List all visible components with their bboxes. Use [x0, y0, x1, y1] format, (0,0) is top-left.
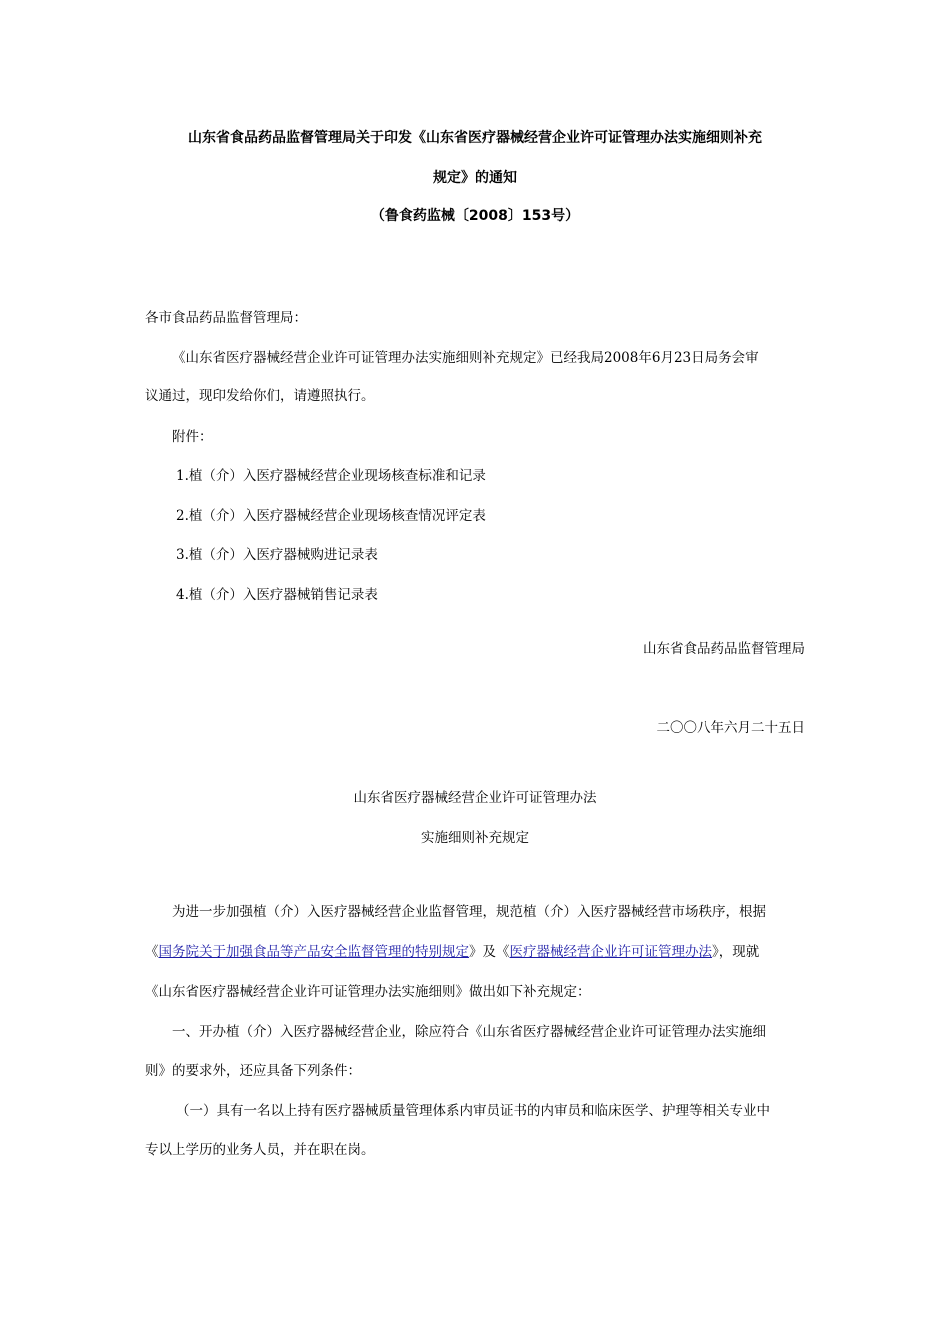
regulation-intro-line-1: 为进一步加强植（介）入医疗器械经营企业监督管理，规范植（介）入医疗器械经营市场秩序，根据	[172, 904, 766, 920]
document-number: （鲁食药监械〔2008〕153号）	[370, 208, 580, 224]
issuer: 山东省食品药品监督管理局	[643, 641, 805, 657]
regulation-intro-line-2	[145, 942, 759, 962]
attachments-label: 附件：	[172, 429, 213, 445]
quote-join: 》及《	[469, 944, 510, 960]
attachment-item: 4.植（介）入医疗器械销售记录表	[176, 587, 378, 603]
quote-open: 《	[145, 944, 159, 960]
issue-date: 二〇〇八年六月二十五日	[656, 720, 805, 736]
article-1-line-1: 一、开办植（介）入医疗器械经营企业，除应符合《山东省医疗器械经营企业许可证管理办法实施细	[172, 1024, 766, 1040]
article-1-line-2: 则》的要求外，还应具备下列条件：	[145, 1063, 361, 1079]
regulation-intro-line-3: 《山东省医疗器械经营企业许可证管理办法实施细则》做出如下补充规定：	[145, 984, 591, 1000]
regulation-title-line-2: 实施细则补充规定	[421, 830, 529, 846]
notice-title-line-1: 山东省食品药品监督管理局关于印发《山东省医疗器械经营企业许可证管理办法实施细则补充	[188, 130, 762, 146]
notice-body-line-1: 《山东省医疗器械经营企业许可证管理办法实施细则补充规定》已经我局2008年6月23日局务会审	[172, 350, 759, 366]
link-state-council-special-provisions[interactable]: 国务院关于加强食品等产品安全监督管理的特别规定	[158, 944, 469, 960]
attachment-item: 1.植（介）入医疗器械经营企业现场核查标准和记录	[176, 468, 486, 484]
attachment-item: 2.植（介）入医疗器械经营企业现场核查情况评定表	[176, 508, 486, 524]
attachment-item: 3.植（介）入医疗器械购进记录表	[176, 547, 378, 563]
salutation: 各市食品药品监督管理局：	[145, 310, 307, 326]
notice-body-line-2: 议通过，现印发给你们，请遵照执行。	[145, 388, 375, 404]
quote-close: 》，现就	[712, 944, 760, 960]
item-1-line-1: （一）具有一名以上持有医疗器械质量管理体系内审员证书的内审员和临床医学、护理等相关专业中	[176, 1103, 770, 1119]
regulation-title-line-1: 山东省医疗器械经营企业许可证管理办法	[353, 790, 597, 806]
notice-title-line-2: 规定》的通知	[433, 170, 517, 186]
link-device-license-measures[interactable]: 医疗器械经营企业许可证管理办法	[509, 944, 712, 960]
item-1-line-2: 专以上学历的业务人员，并在职在岗。	[145, 1142, 375, 1158]
